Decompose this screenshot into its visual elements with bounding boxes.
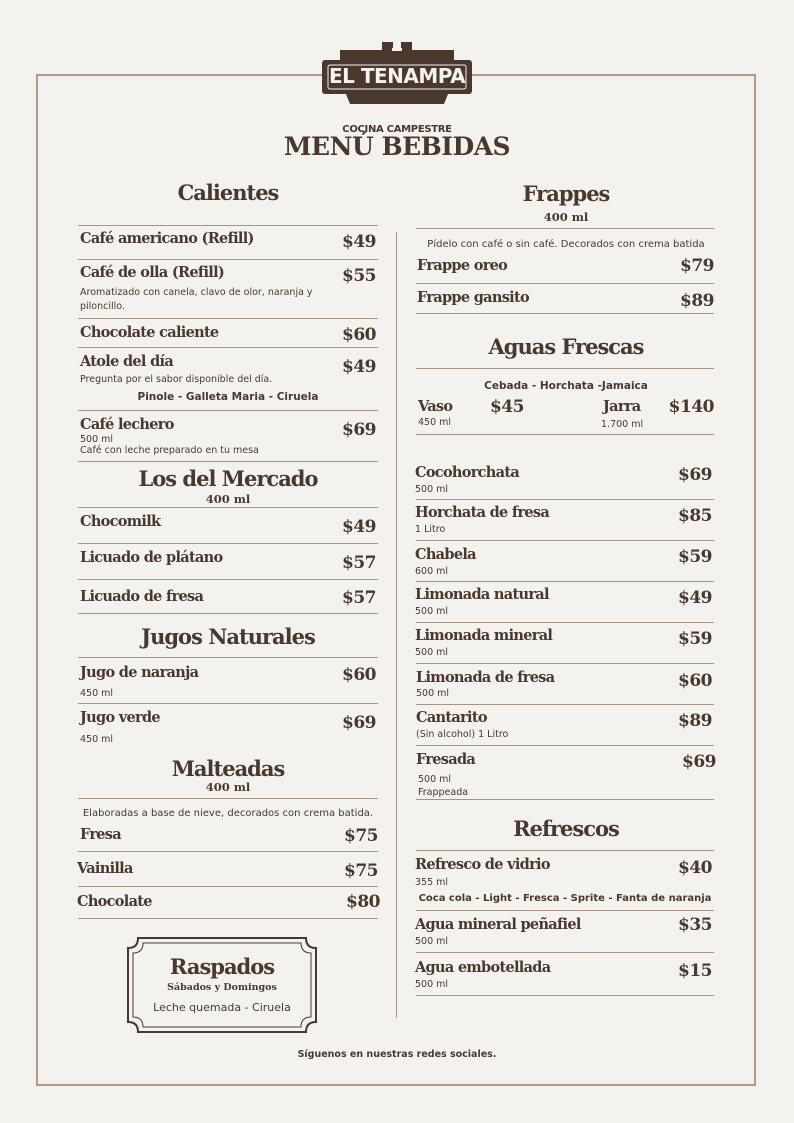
section-title-calientes: Calientes: [177, 180, 279, 205]
divider: [416, 499, 714, 500]
item-price: $15: [678, 961, 712, 981]
raspados-title: Raspados: [169, 954, 275, 979]
item-name: Chabela: [415, 546, 476, 563]
item-description: 1 Litro: [415, 524, 446, 535]
divider: [78, 798, 378, 799]
item-name: Vainilla: [77, 860, 133, 877]
logo-tagline: COCINA CAMPESTRE: [342, 124, 452, 135]
divider: [78, 259, 378, 260]
jarra-label: Jarra: [603, 398, 641, 415]
divider: [78, 318, 378, 319]
divider: [416, 368, 714, 369]
item-description: 500 ml: [80, 434, 114, 445]
item-price: $69: [678, 465, 712, 485]
divider: [416, 952, 714, 953]
item-description: 500 ml: [415, 484, 449, 495]
item-name: Chocolate caliente: [80, 324, 219, 341]
item-description: 500 ml: [415, 979, 449, 990]
item-name: Horchata de fresa: [415, 504, 550, 521]
logo: [318, 28, 476, 135]
section-subtitle: 400 ml: [543, 210, 589, 224]
column-divider: [396, 232, 397, 1018]
item-name: Limonada natural: [415, 586, 549, 603]
item-price: $80: [346, 892, 380, 912]
item-price: $75: [344, 861, 378, 881]
item-description: 500 ml: [415, 606, 449, 617]
chef-hat-icon: [387, 33, 407, 53]
item-price: $49: [342, 357, 376, 377]
divider: [416, 540, 714, 541]
item-price: $69: [342, 420, 376, 440]
divider: [78, 851, 378, 852]
item-description: 450 ml: [80, 734, 114, 745]
item-description: 500 ml: [415, 936, 449, 947]
item-name: Café de olla (Refill): [80, 264, 225, 281]
divider: [78, 613, 378, 614]
item-price: $49: [342, 517, 376, 537]
item-price: $79: [680, 256, 714, 276]
page-title: MENÚ BEBIDAS: [283, 132, 511, 161]
divider: [78, 543, 378, 544]
item-name: Agua embotellada: [415, 959, 551, 976]
item-name: Jugo verde: [80, 709, 160, 726]
item-name: Jugo de naranja: [80, 664, 199, 681]
item-name: Chocolate: [77, 893, 152, 910]
divider: [416, 704, 714, 705]
item-name: Frappe gansito: [417, 289, 529, 306]
item-name: Agua mineral peñafiel: [415, 916, 581, 933]
vaso-price: $45: [490, 397, 524, 417]
divider: [78, 579, 378, 580]
item-price: $75: [344, 826, 378, 846]
item-name: Café americano (Refill): [80, 230, 254, 247]
item-price: $69: [682, 752, 716, 772]
section-title-refrescos: Refrescos: [513, 816, 619, 841]
jarra-price: $140: [668, 397, 714, 417]
item-name: Limonada de fresa: [416, 669, 555, 686]
refrescos-flavors: Coca cola - Light - Fresca - Sprite - Fanta de naranja: [418, 893, 712, 904]
item-price: $60: [678, 671, 712, 691]
item-description: piloncillo.: [80, 301, 125, 312]
item-description: Aromatizado con canela, clavo de olor, naranja y: [80, 287, 313, 298]
divider: [416, 799, 714, 800]
divider: [416, 995, 714, 996]
item-description: Pregunta por el sabor disponible del día.: [80, 374, 273, 385]
item-flavors: Pinole - Galleta Maria - Ciruela: [137, 391, 319, 403]
divider: [416, 745, 714, 746]
divider: [416, 283, 714, 284]
divider: [416, 434, 714, 435]
item-description: Frappeada: [418, 787, 469, 798]
raspados-badge: [124, 934, 320, 1036]
item-description: 600 ml: [415, 566, 449, 577]
divider: [78, 410, 378, 411]
raspados-subtitle: Sábados y Domingos: [167, 982, 277, 993]
item-description: 500 ml: [416, 688, 450, 699]
item-name: Licuado de fresa: [80, 588, 204, 605]
item-price: $85: [678, 506, 712, 526]
footer-social-text: Síguenos en nuestras redes sociales.: [297, 1049, 497, 1060]
item-price: $69: [342, 713, 376, 733]
item-description: 500 ml: [418, 774, 452, 785]
item-price: $59: [678, 547, 712, 567]
item-price: $60: [342, 325, 376, 345]
item-description: (Sin alcohol) 1 Litro: [416, 729, 509, 740]
divider: [416, 581, 714, 582]
item-price: $89: [678, 711, 712, 731]
section-title-aguas: Aguas Frescas: [488, 334, 644, 359]
item-description: 355 ml: [415, 877, 449, 888]
item-price: $49: [678, 588, 712, 608]
section-title-mercado: Los del Mercado: [138, 466, 318, 491]
item-description: 450 ml: [80, 688, 114, 699]
vaso-size: 450 ml: [418, 417, 452, 428]
section-title-jugos: Jugos Naturales: [141, 624, 315, 649]
item-description: 500 ml: [415, 647, 449, 658]
divider: [78, 225, 378, 226]
divider: [416, 663, 714, 664]
divider: [416, 850, 714, 851]
item-name: Cantarito: [416, 709, 487, 726]
raspados-flavors: Leche quemada - Ciruela: [153, 1001, 291, 1014]
divider: [416, 313, 714, 314]
item-name: Cocohorchata: [415, 464, 520, 481]
divider: [416, 228, 714, 229]
item-price: $57: [342, 588, 376, 608]
divider: [78, 918, 378, 919]
section-subtitle: 400 ml: [205, 492, 251, 506]
item-name: Licuado de plátano: [80, 549, 223, 566]
item-price: $55: [342, 266, 376, 286]
divider: [78, 347, 378, 348]
item-name: Atole del día: [80, 353, 174, 370]
jarra-size: 1.700 ml: [601, 419, 644, 430]
item-price: $59: [678, 629, 712, 649]
item-name: Refresco de vidrio: [415, 856, 550, 873]
divider: [78, 461, 378, 462]
item-name: Chocomilk: [80, 513, 161, 530]
divider: [416, 622, 714, 623]
divider: [78, 703, 378, 704]
divider: [78, 507, 378, 508]
aguas-flavors: Cebada - Horchata -Jamaica: [484, 380, 648, 392]
divider: [78, 657, 378, 658]
item-name: Limonada mineral: [415, 627, 553, 644]
item-price: $35: [678, 915, 712, 935]
section-note: Elaboradas a base de nieve, decorados con crema batida.: [82, 808, 374, 819]
item-name: Fresa: [80, 826, 121, 843]
section-title-frappes: Frappes: [522, 181, 610, 206]
item-name: Frappe oreo: [417, 257, 508, 274]
item-price: $60: [342, 665, 376, 685]
divider: [78, 886, 378, 887]
section-subtitle: 400 ml: [205, 780, 251, 794]
item-price: $89: [680, 291, 714, 311]
item-price: $49: [342, 232, 376, 252]
vaso-label: Vaso: [418, 398, 453, 415]
section-note: Pídelo con café o sin café. Decorados con crema batida: [427, 239, 705, 250]
item-name: Café lechero: [80, 416, 174, 433]
item-description: Café con leche preparado en tu mesa: [80, 445, 259, 456]
section-title-malteadas: Malteadas: [171, 756, 285, 781]
item-name: Fresada: [416, 751, 476, 768]
divider: [416, 910, 714, 911]
item-price: $40: [678, 858, 712, 878]
item-price: $57: [342, 553, 376, 573]
logo-brand: EL TENAMPA: [328, 64, 466, 88]
